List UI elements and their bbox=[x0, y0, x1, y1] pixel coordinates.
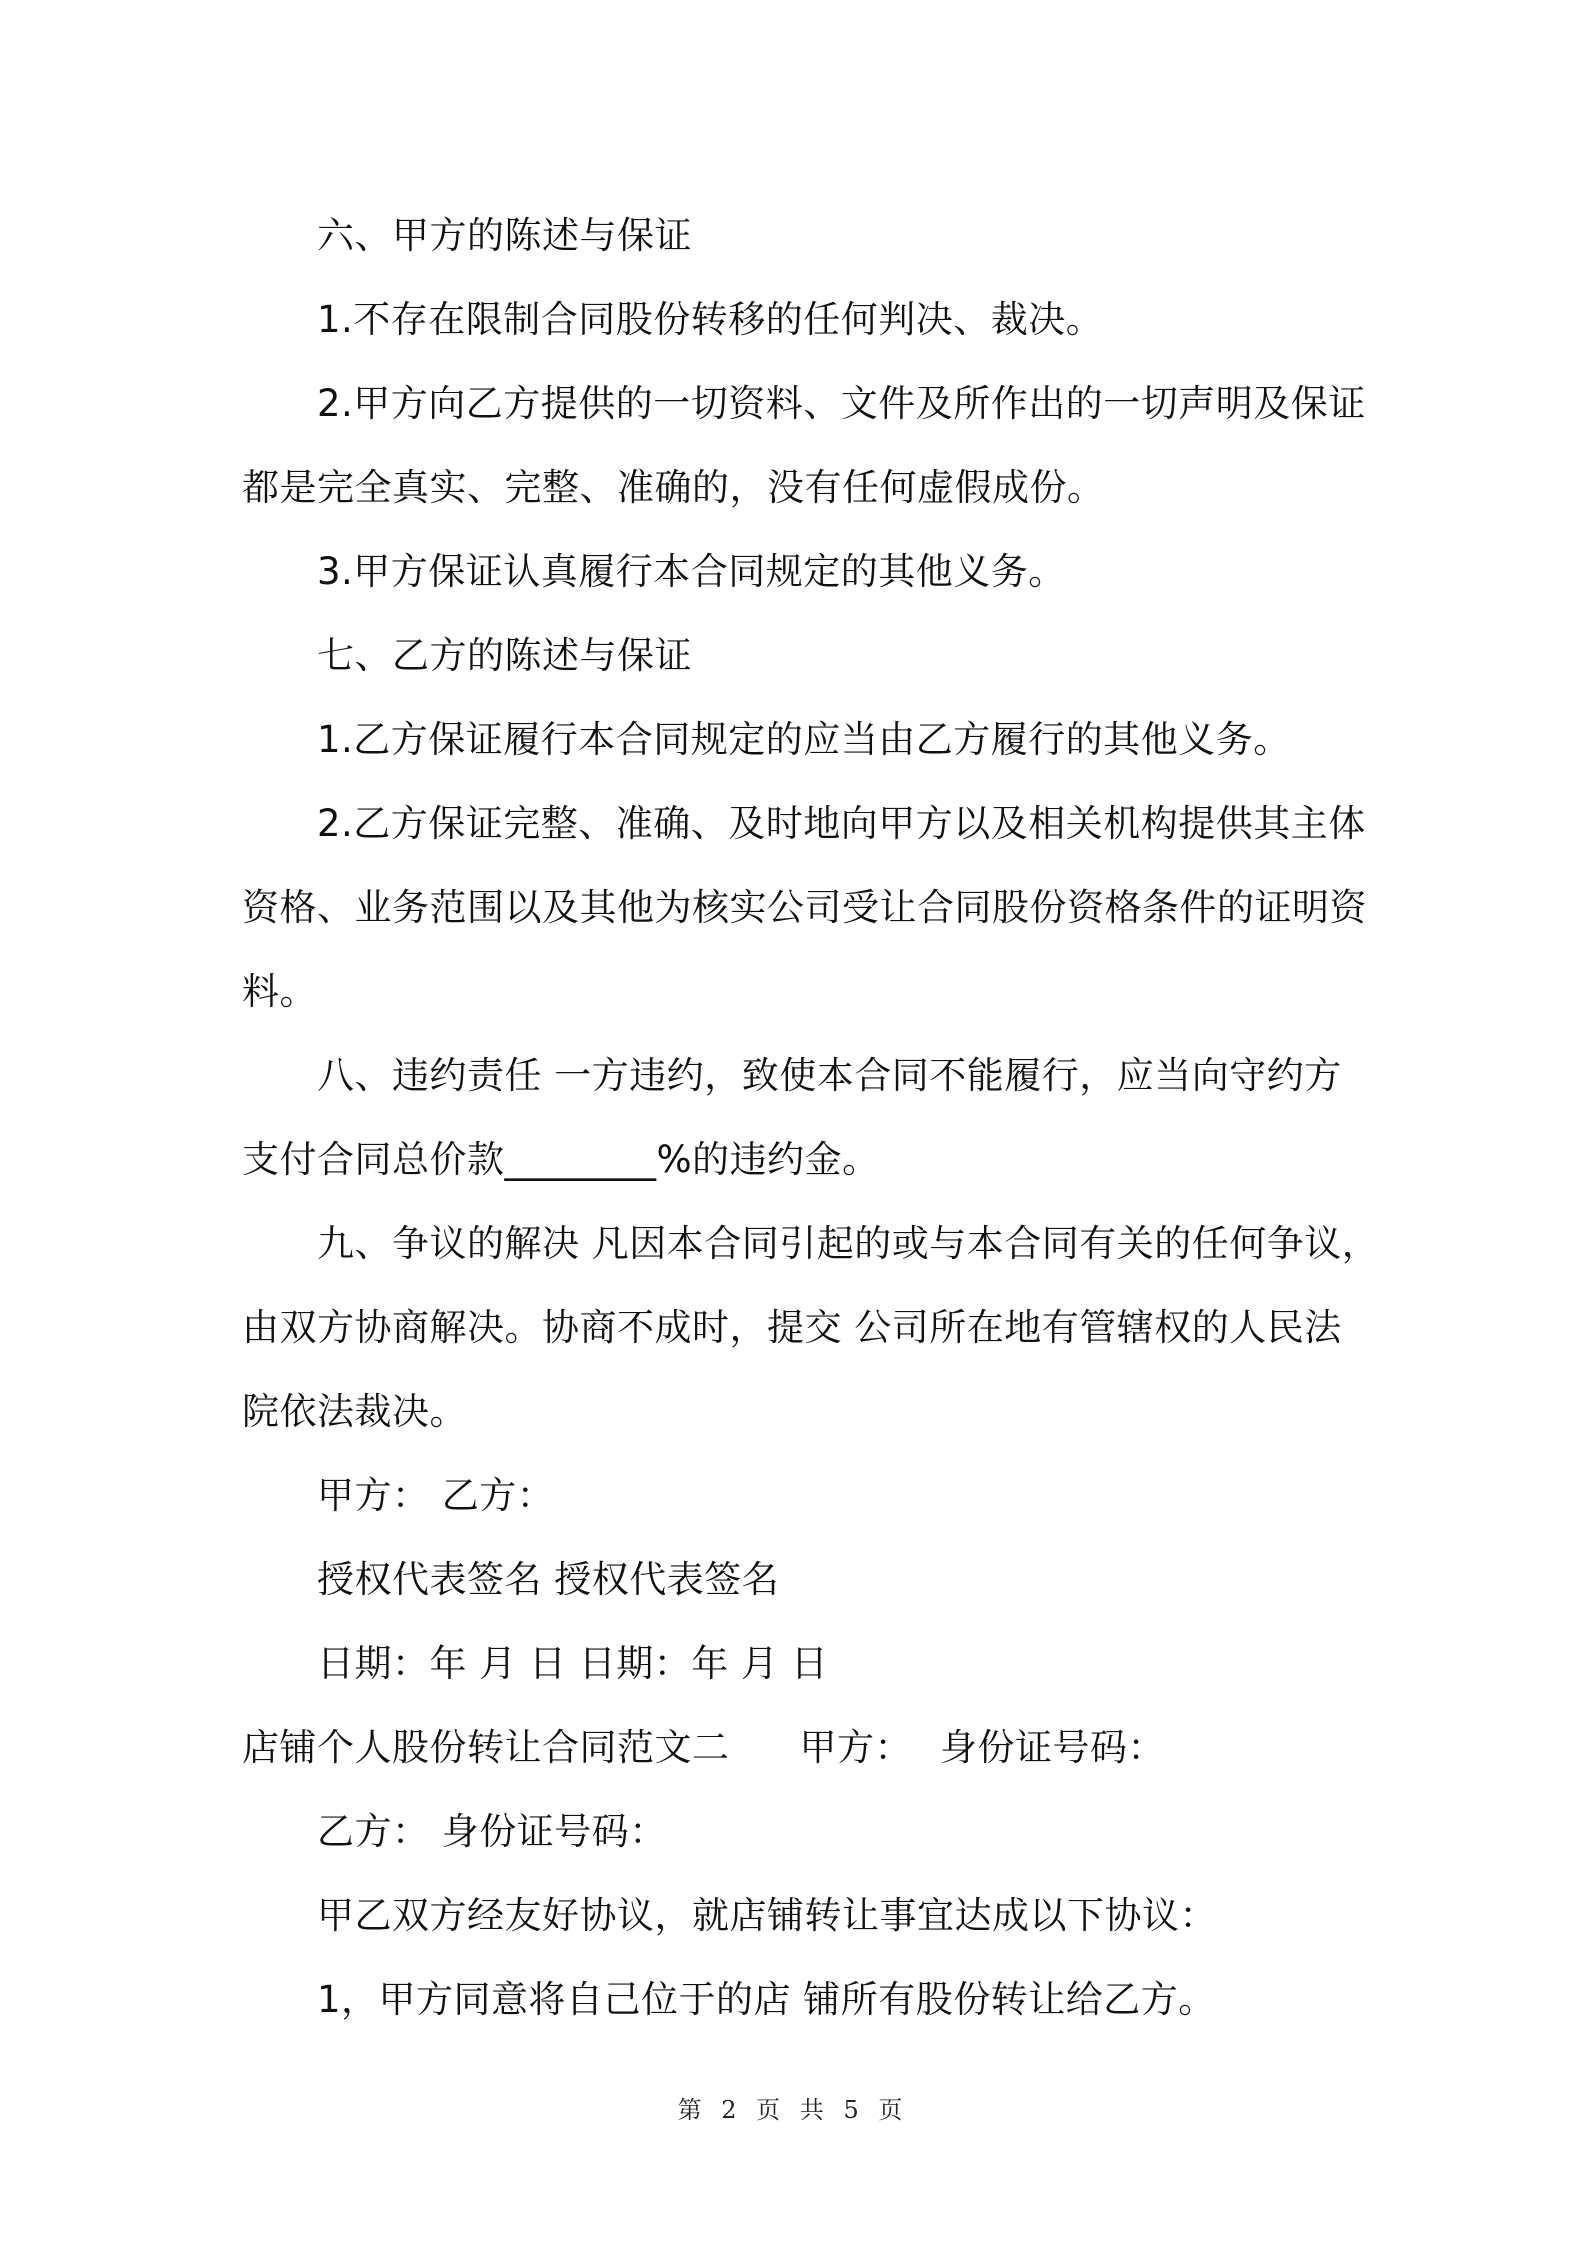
id-number-label: 身份证号码： bbox=[940, 1726, 1165, 1769]
signature-representatives: 授权代表签名 授权代表签名 bbox=[317, 1558, 780, 1601]
paragraph-line: 2.乙方保证完整、准确、及时地向甲方以及相关机构提供其主体 bbox=[317, 802, 1366, 845]
signature-dates: 日期：年 月 日 日期：年 月 日 bbox=[317, 1642, 829, 1685]
paragraph-line: 院依法裁决。 bbox=[242, 1390, 467, 1433]
section-heading-7: 七、乙方的陈述与保证 bbox=[317, 634, 692, 677]
document-body bbox=[242, 194, 1380, 2042]
party-b-line: 乙方： 身份证号码： bbox=[317, 1810, 667, 1853]
paragraph-line: 支付合同总价款________%的违约金。 bbox=[242, 1138, 880, 1181]
signature-parties: 甲方： 乙方： bbox=[317, 1474, 555, 1517]
paragraph-line: 都是完全真实、完整、准确的，没有任何虚假成份。 bbox=[242, 466, 1105, 509]
paragraph-line: 3.甲方保证认真履行本合同规定的其他义务。 bbox=[317, 550, 1066, 593]
paragraph-line: 1.不存在限制合同股份转移的任何判决、裁决。 bbox=[317, 298, 1104, 341]
page-number-footer: 第 2 页 共 5 页 bbox=[677, 2096, 909, 2124]
section-heading-6: 六、甲方的陈述与保证 bbox=[317, 214, 692, 257]
paragraph-line: 1.乙方保证履行本合同规定的应当由乙方履行的其他义务。 bbox=[317, 718, 1291, 761]
paragraph-line: 1，甲方同意将自己位于的店 铺所有股份转让给乙方。 bbox=[317, 1978, 1216, 2021]
section-heading-9: 九、争议的解决 凡因本合同引起的或与本合同有关的任何争议， bbox=[317, 1222, 1380, 1265]
paragraph-line: 资格、业务范围以及其他为核实公司受让合同股份资格条件的证明资 bbox=[242, 886, 1367, 929]
section-heading-8: 八、违约责任 一方违约，致使本合同不能履行，应当向守约方 bbox=[317, 1054, 1342, 1097]
party-a-label: 甲方： bbox=[799, 1726, 912, 1769]
contract-title-line bbox=[242, 1706, 1362, 1790]
contract-title: 店铺个人股份转让合同范文二 bbox=[242, 1726, 730, 1769]
paragraph-line: 料。 bbox=[242, 970, 317, 1013]
paragraph-line: 由双方协商解决。协商不成时，提交 公司所在地有管辖权的人民法 bbox=[242, 1306, 1342, 1349]
paragraph-line: 甲乙双方经友好协议，就店铺转让事宜达成以下协议： bbox=[317, 1894, 1217, 1937]
paragraph-line: 2.甲方向乙方提供的一切资料、文件及所作出的一切声明及保证 bbox=[317, 382, 1366, 425]
